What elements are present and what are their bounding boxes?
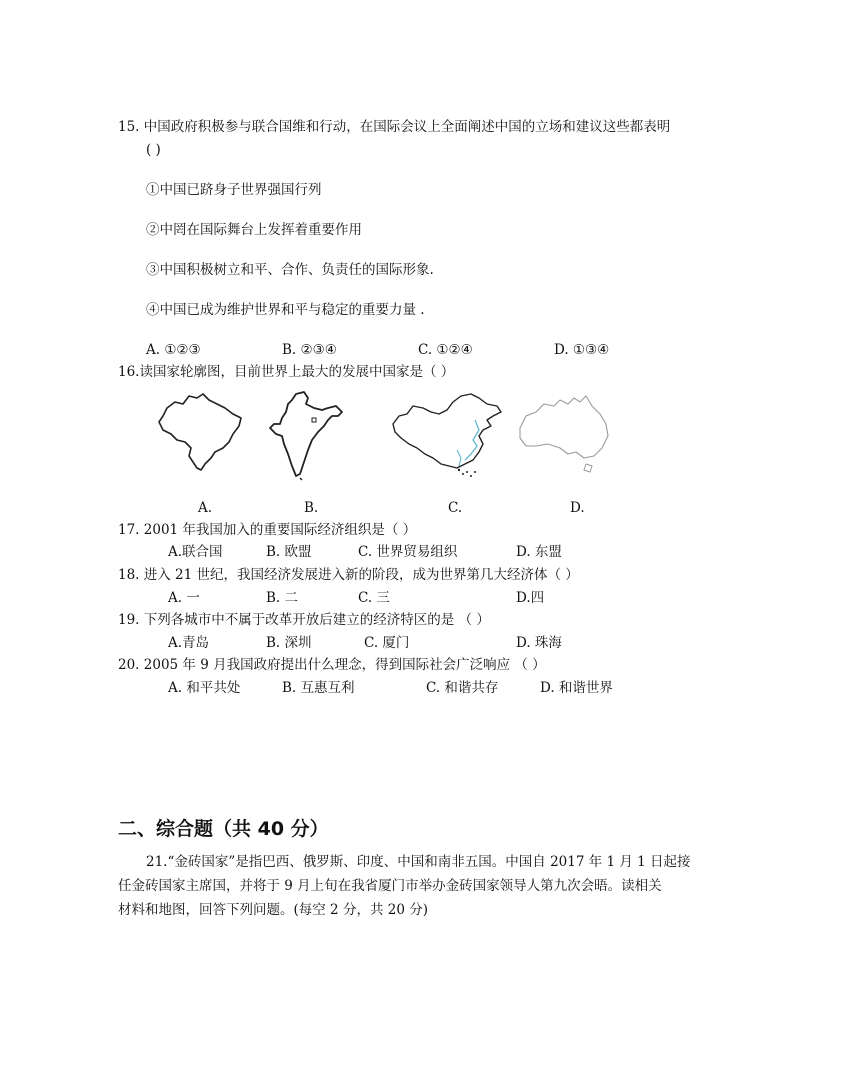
- q16-label-b: B.: [304, 500, 319, 516]
- q18-stem: 18. 进入 21 世纪，我国经济发展进入新的阶段，成为世界第几大经济体（ ）: [118, 567, 579, 583]
- section-2-title: 二、综合题（共 40 分）: [118, 818, 329, 840]
- q19-option-b: B. 深圳: [266, 635, 312, 651]
- q18-option-a: A. 一: [168, 590, 200, 606]
- q15-option-d: D. ①③④: [554, 342, 610, 358]
- q17-option-c: C. 世界贸易组织: [358, 544, 458, 560]
- q18-option-c: C. 三: [358, 590, 390, 606]
- q15-stem: 15. 中国政府积极参与联合国维和行动，在国际会议上全面阐述中国的立场和建议这些都表明: [118, 119, 671, 135]
- q15-option-a: A. ①②③: [146, 342, 201, 358]
- q18-option-b: B. 二: [266, 590, 299, 606]
- q20-option-c: C. 和谐共存: [426, 680, 499, 696]
- q15-option-b: B. ②③④: [282, 342, 337, 358]
- q19-option-d: D. 珠海: [516, 635, 562, 651]
- q20-option-b: B. 互惠互利: [282, 680, 355, 696]
- australia-outline-map: [514, 392, 614, 476]
- q17-stem: 17. 2001 年我国加入的重要国际经济组织是（ ）: [118, 522, 417, 538]
- india-outline-map: [266, 390, 346, 482]
- q21-line-1: 21.“金砖国家”是指巴西、俄罗斯、印度、中国和南非五国。中国自 2017 年 1 月 1 日起接: [146, 854, 691, 870]
- q17-option-d: D. 东盟: [516, 544, 562, 560]
- q18-option-d: D.四: [516, 590, 545, 606]
- q17-option-a: A.联合国: [168, 544, 223, 560]
- q15-item-2: ②中罔在国际舞台上发挥着重要作用: [146, 222, 362, 238]
- q21-line-3: 材料和地图，回答下列问题。(每空 2 分，共 20 分): [118, 902, 428, 918]
- brazil-outline-map: [153, 390, 245, 474]
- q16-stem: 16.读国家轮廓图，目前世界上最大的发展中国家是（ ）: [118, 364, 455, 380]
- q16-label-a: A.: [198, 500, 213, 516]
- q20-stem: 20. 2005 年 9 月我国政府提出什么理念，得到国际社会广泛响应 （ ）: [118, 657, 546, 673]
- q19-option-a: A.青岛: [168, 635, 210, 651]
- q20-option-a: A. 和平共处: [168, 680, 241, 696]
- q15-answer-paren: ( ): [146, 142, 161, 158]
- q21-line-2: 任金砖国家主席国，并将于 9 月上旬在我省厦门市举办金砖国家领导人第九次会晤。读相关: [118, 878, 662, 894]
- q19-option-c: C. 厦门: [364, 635, 410, 651]
- q16-label-d: D.: [570, 500, 585, 516]
- china-outline-map: [387, 390, 505, 482]
- q15-option-c: C. ①②④: [418, 342, 473, 358]
- q20-option-d: D. 和谐世界: [540, 680, 613, 696]
- q15-item-4: ④中国已成为维护世界和平与稳定的重要力量 .: [146, 302, 425, 318]
- q16-label-c: C.: [448, 500, 463, 516]
- q19-stem: 19. 下列各城市中不属于改革开放后建立的经济特区的是 （ ）: [118, 612, 490, 628]
- q15-item-3: ③中国积极树立和平、合作、负责任的国际形象.: [146, 262, 434, 278]
- q17-option-b: B. 欧盟: [266, 544, 312, 560]
- q15-item-1: ①中国已跻身子世界强国行列: [146, 182, 322, 198]
